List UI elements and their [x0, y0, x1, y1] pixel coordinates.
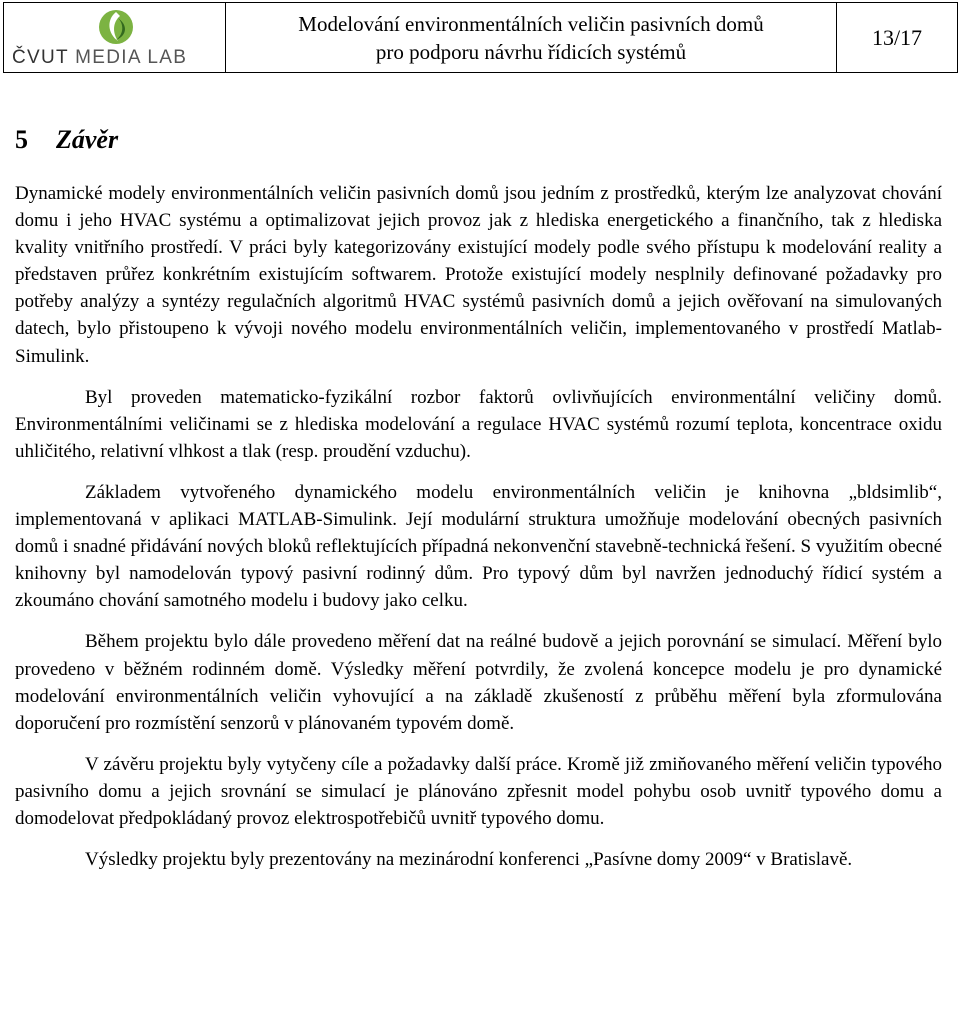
section-title: Závěr: [56, 125, 119, 154]
section-heading: [15, 118, 942, 162]
paragraph-1: Dynamické modely environmentálních veličin pasivních domů jsou jedním z prostředků, kterým lze analyzovat chování domu i jeho HVAC systému a optimalizovat jejich provoz jak z hlediska energetického a finančního, tak z hlediska kvality vnitřního prostředí. V práci byly kategorizovány existující modely podle svého přístupu k modelování reality a představen průřez konkrétním existujícím softwarem. Protože existující modely nesplnily definované požadavky pro potřeby analýzy a syntézy regulačních algoritmů HVAC systémů pasivních domů a jejich ověřovaní na simulovaných datech, bylo přistoupeno k vývoji nového modelu environmentálních veličin, implementovaného v prostředí Matlab-Simulink.: [15, 183, 942, 367]
main-content: [15, 118, 942, 887]
logo-text: [12, 47, 187, 69]
logo-text-cvut: ČVUT: [12, 47, 69, 68]
title-line-1: Modelování environmentálních veličin pasivních domů: [298, 11, 764, 36]
section-number: 5: [15, 125, 28, 154]
document-title: [226, 3, 837, 72]
paragraph-6: Výsledky projektu byly prezentovány na mezinárodní konferenci „Pasívne domy 2009“ v Bratislavě.: [85, 849, 853, 871]
title-line-2: pro podporu návrhu řídicích systémů: [375, 39, 687, 64]
paragraph-2: Byl proveden matematicko-fyzikální rozbor faktorů ovlivňujících environmentální veličiny domů. Environmentálními veličinami se z hlediska modelování a regulace HVAC systémů rozumí teplota, koncentrace oxidu uhličitého, relativní vlhkost a tlak (resp. proudění vzduchu).: [15, 386, 942, 462]
paragraph-4: Během projektu bylo dále provedeno měření dat na reálné budově a jejich porovnání se simulací. Měření bylo provedeno v běžném rodinném domě. Výsledky měření potvrdily, že zvolená koncepce modelu je pro dynamické modelování environmentálních veličin vyhovující a na základě zkušeností z průběhu měření byla zformulována doporučení pro rozmístění senzorů v plánovaném typovém domě.: [15, 631, 942, 734]
leaf-logo-icon: [96, 8, 136, 46]
logo-text-medialab: MEDIA LAB: [75, 47, 188, 68]
logo: [4, 3, 226, 72]
paragraph-5: V závěru projektu byly vytyčeny cíle a požadavky další práce. Kromě již zmiňovaného měření veličin typového pasivního domu a jejich srovnání se simulací je plánováno zpřesnit model pohybu osob uvnitř typového domu a domodelovat předpokládaný provoz elektrospotřebičů uvnitř typového domu.: [15, 753, 942, 829]
page-number: 13/17: [871, 24, 923, 50]
paragraph-3: Základem vytvořeného dynamického modelu environmentálních veličin je knihovna „bldsimlib“, implementovaná v aplikaci MATLAB-Simulink. Její modulární struktura umožňuje modelování obecných pasivních domů i snadné přidávání nových bloků reflektujících případná nekonvenční stavebně-technická řešení. S využitím obecné knihovny byl namodelován typový pasivní rodinný dům. Pro typový dům byl navržen jednoduchý řídicí systém a zkoumáno chování samotného modelu i budovy jako celku.: [15, 481, 942, 612]
page-header: [3, 2, 958, 73]
